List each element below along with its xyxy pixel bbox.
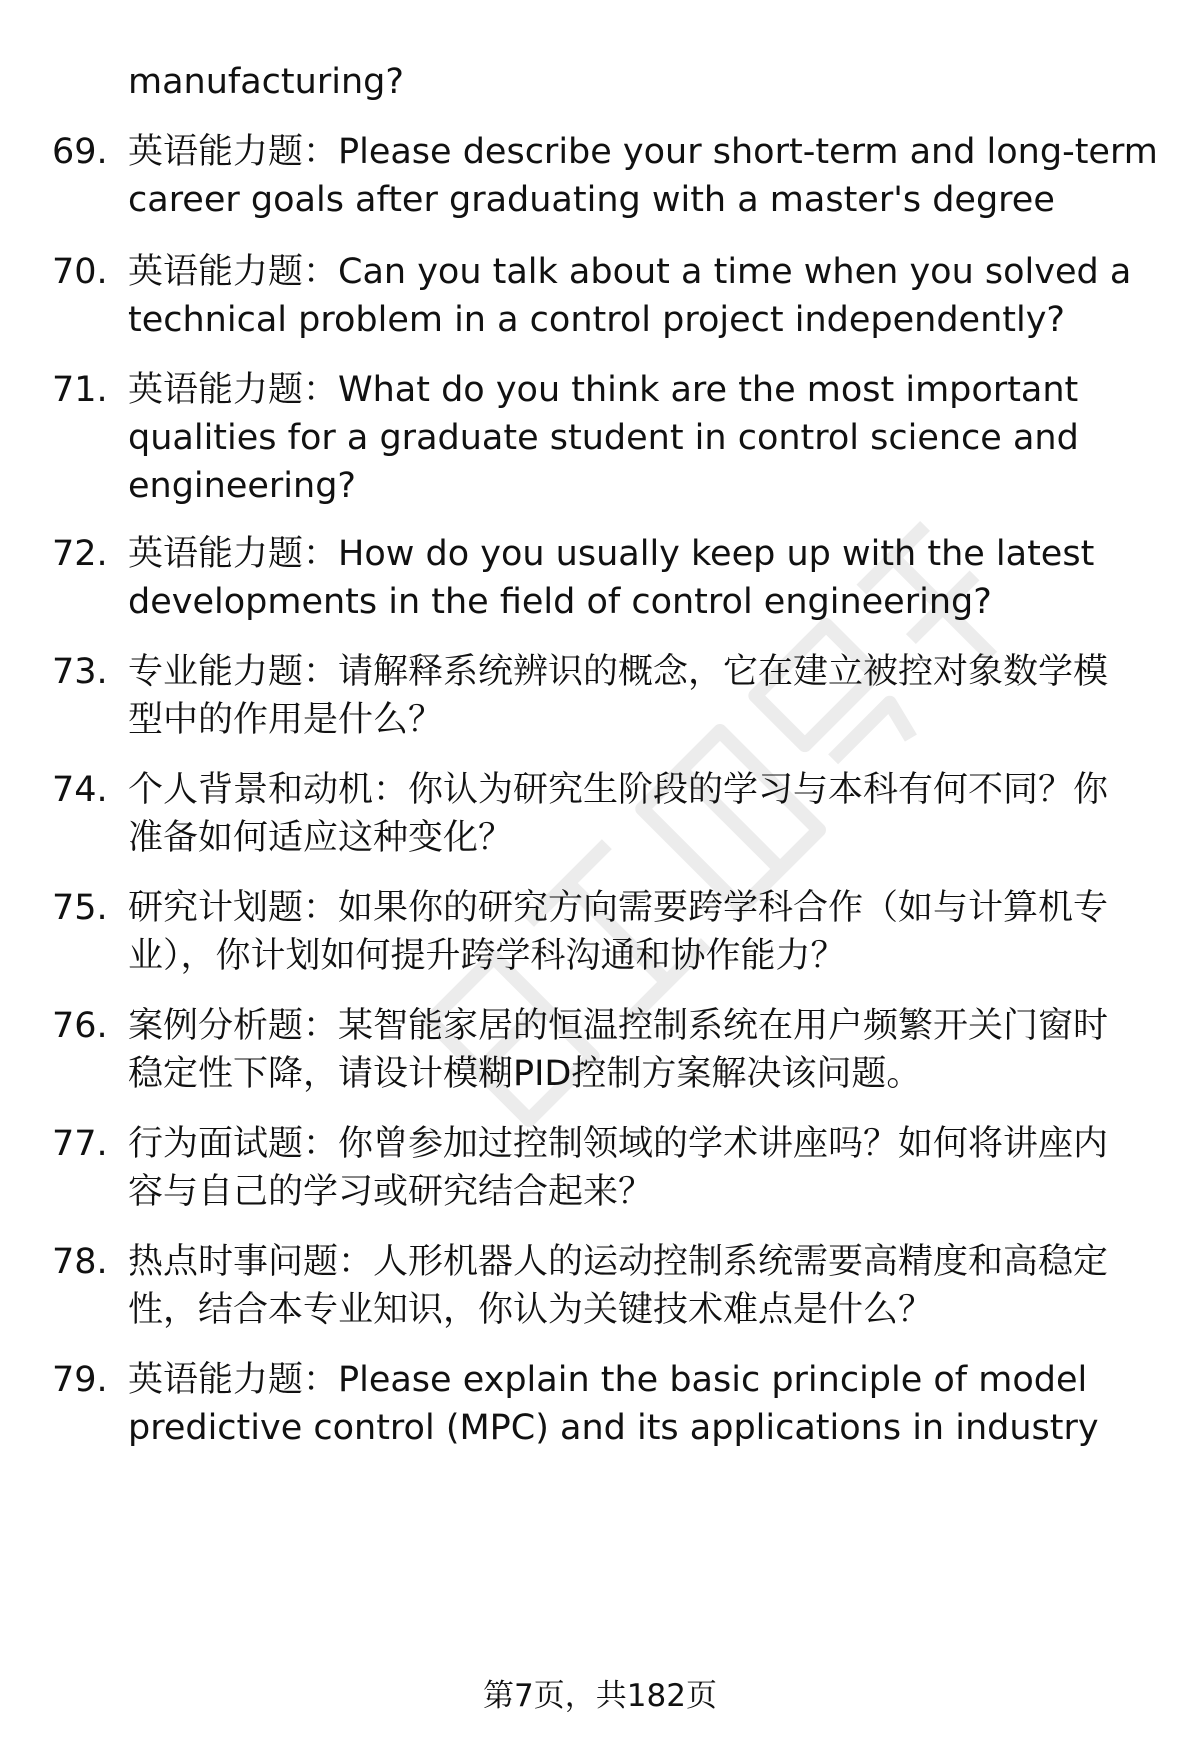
question-text-line: 业），你计划如何提升跨学科沟通和协作能力？ [128, 936, 846, 976]
question-number: 71. [52, 370, 108, 410]
question-number: 78. [52, 1242, 108, 1282]
question-text [128, 248, 1163, 344]
question-text-line: 热点时事问题：人形机器人的运动控制系统需要高精度和高稳定 [128, 1242, 1109, 1282]
question-text [128, 1002, 1163, 1098]
question-text-line: 专业能力题：请解释系统辨识的概念，它在建立被控对象数学模 [128, 652, 1109, 692]
question-text-line: 案例分析题：某智能家居的恒温控制系统在用户频繁开关门窗时 [128, 1006, 1109, 1046]
question-text-line: 英语能力题：Can you talk about a time when you solved a [128, 252, 1132, 292]
question-text-line: 稳定性下降，请设计模糊PID控制方案解决该问题。 [128, 1054, 922, 1094]
question-text [128, 128, 1163, 224]
question-text-line: 英语能力题：What do you think are the most important [128, 370, 1079, 410]
question-text-line: career goals after graduating with a master's degree [128, 180, 1055, 220]
question-text-line: 个人背景和动机：你认为研究生阶段的学习与本科有何不同？你 [128, 770, 1109, 810]
question-number: 79. [52, 1360, 108, 1400]
question-text-line: 英语能力题：How do you usually keep up with the latest [128, 534, 1095, 574]
question-number: 69. [52, 132, 108, 172]
question-number: 74. [52, 770, 108, 810]
question-text-line: 性，结合本专业知识，你认为关键技术难点是什么？ [128, 1290, 934, 1330]
question-number: 77. [52, 1124, 108, 1164]
continuation-text: manufacturing? [128, 62, 404, 102]
question-text-line: 行为面试题：你曾参加过控制领域的学术讲座吗？如何将讲座内 [128, 1124, 1109, 1164]
question-number: 72. [52, 534, 108, 574]
page-footer: 第7页，共182页 [483, 1678, 717, 1714]
question-text [128, 648, 1163, 744]
question-number: 75. [52, 888, 108, 928]
question-text-line: qualities for a graduate student in control science and [128, 418, 1079, 458]
question-text-line: 准备如何适应这种变化？ [128, 818, 514, 858]
question-text [128, 1238, 1163, 1334]
question-text-line: developments in the field of control engineering? [128, 582, 992, 622]
question-text [128, 530, 1163, 626]
question-number: 76. [52, 1006, 108, 1046]
question-text-line: 英语能力题：Please describe your short-term and long-term [128, 132, 1158, 172]
question-text-line: technical problem in a control project independently? [128, 300, 1065, 340]
question-number: 73. [52, 652, 108, 692]
question-text [128, 1120, 1163, 1216]
question-text-line: predictive control (MPC) and its applications in industry [128, 1408, 1099, 1448]
question-number: 70. [52, 252, 108, 292]
question-text-line: 研究计划题：如果你的研究方向需要跨学科合作（如与计算机专 [128, 888, 1109, 928]
question-text-line: 容与自己的学习或研究结合起来？ [128, 1172, 654, 1212]
question-text-line: engineering? [128, 466, 356, 506]
question-text-line: 英语能力题：Please explain the basic principle of model [128, 1360, 1088, 1400]
question-text [128, 1356, 1163, 1452]
question-text [128, 366, 1163, 510]
question-text-line: 型中的作用是什么？ [128, 700, 444, 740]
question-text [128, 884, 1163, 980]
question-text [128, 766, 1163, 862]
